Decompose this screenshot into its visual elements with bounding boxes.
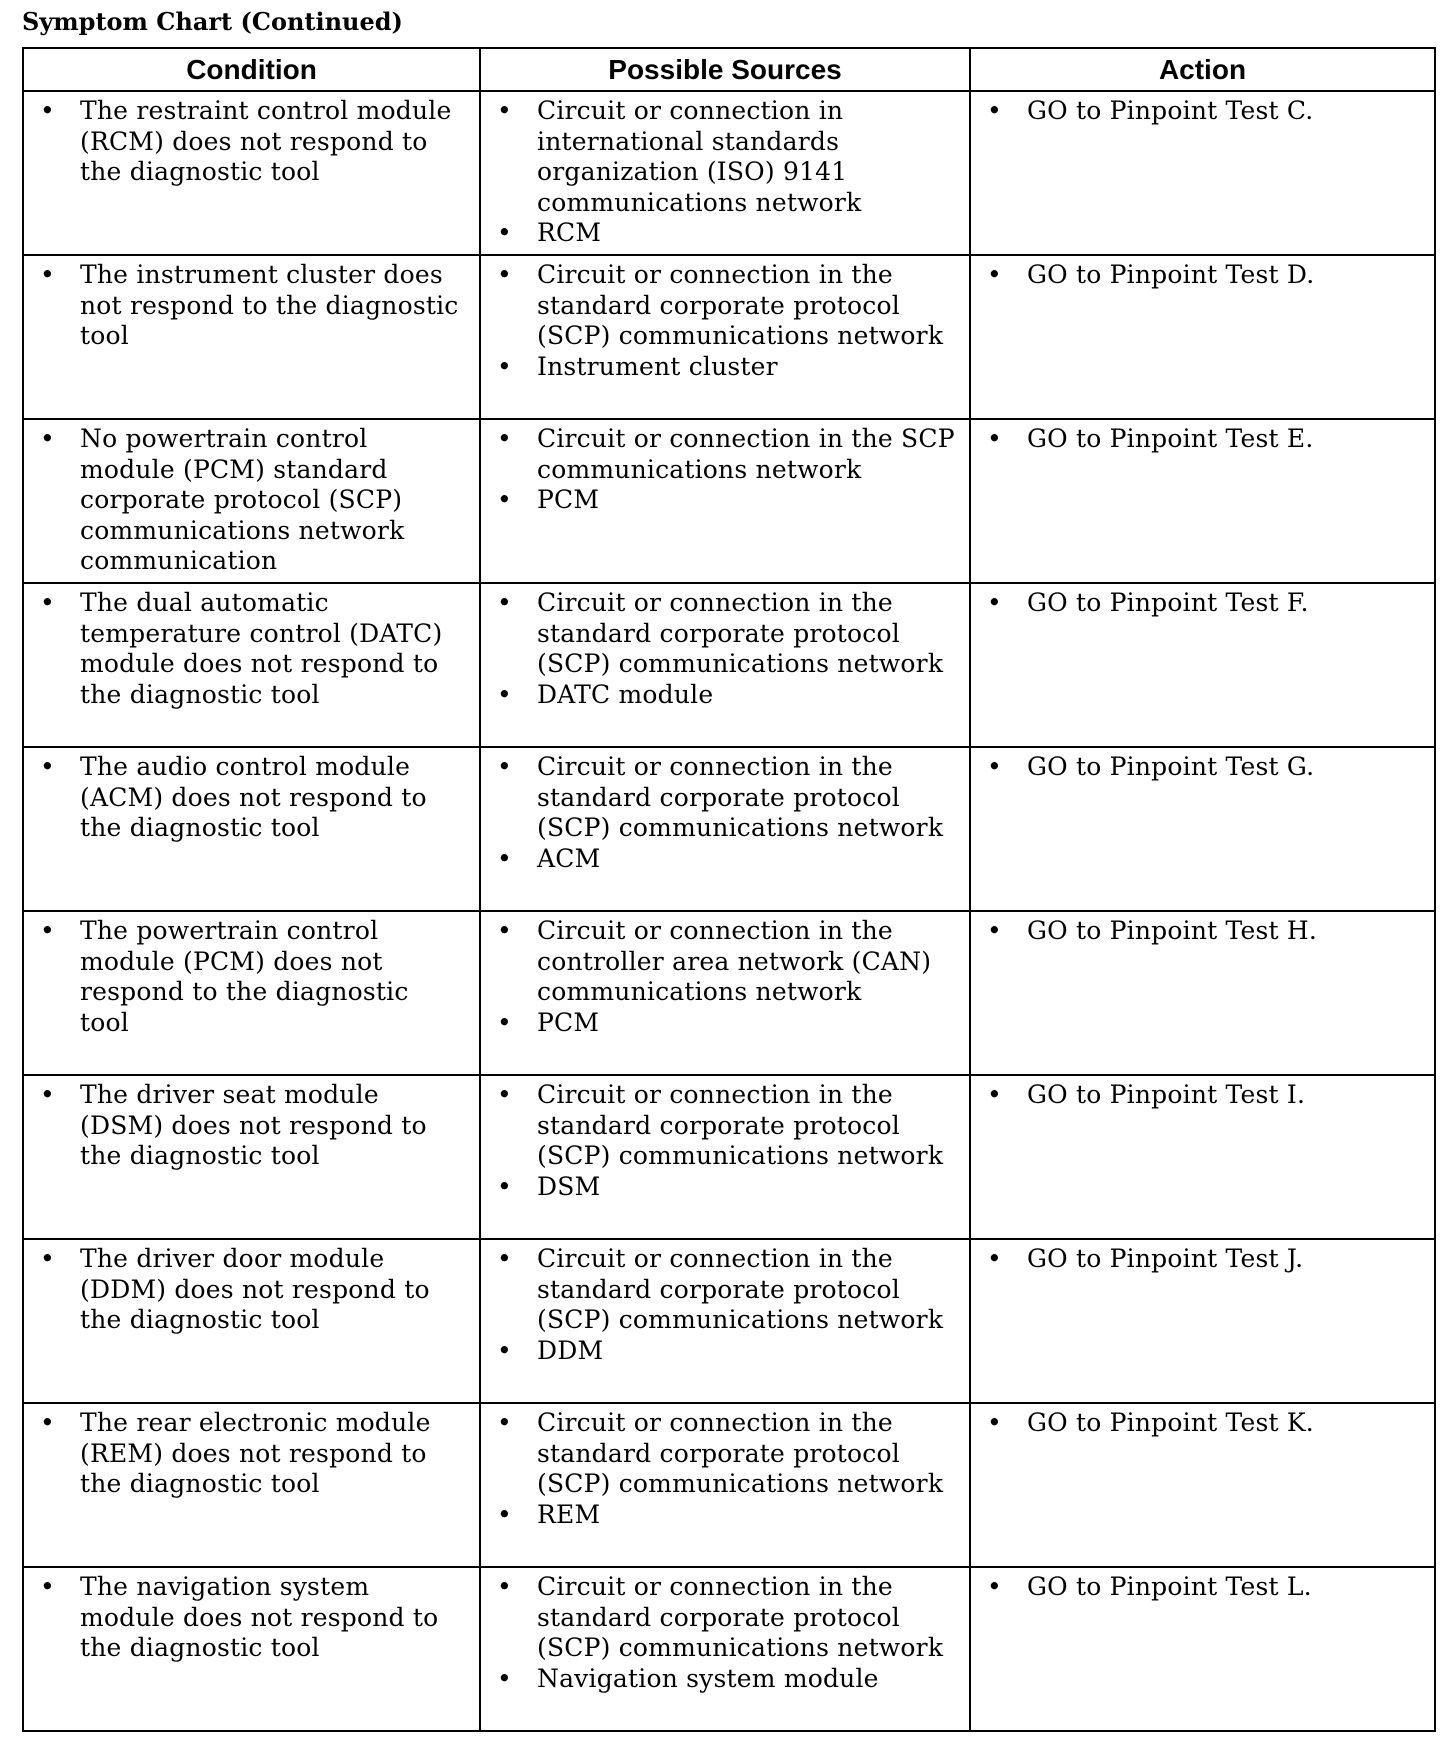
action-cell <box>970 1567 1435 1731</box>
action-cell <box>970 911 1435 1075</box>
action-cell <box>970 747 1435 911</box>
table-row <box>23 583 1435 747</box>
source-item: • Navigation system module <box>495 1664 955 1695</box>
condition-cell <box>23 91 480 255</box>
sources-cell <box>480 583 970 747</box>
column-header-possible-sources: Possible Sources <box>480 48 970 91</box>
source-item: • DDM <box>495 1336 955 1367</box>
action-cell <box>970 1403 1435 1567</box>
table-row <box>23 1567 1435 1731</box>
table-row <box>23 1239 1435 1403</box>
table-row <box>23 255 1435 419</box>
sources-cell <box>480 1239 970 1403</box>
action-text: • GO to Pinpoint Test I. <box>985 1080 1420 1111</box>
symptom-table <box>22 47 1436 1732</box>
action-cell <box>970 255 1435 419</box>
table-body <box>23 91 1435 1731</box>
condition-cell <box>23 911 480 1075</box>
condition-cell <box>23 1075 480 1239</box>
table-row <box>23 911 1435 1075</box>
action-text: • GO to Pinpoint Test K. <box>985 1408 1420 1439</box>
action-text: • GO to Pinpoint Test L. <box>985 1572 1420 1603</box>
source-item: • Circuit or connection in the standard corporate protocol (SCP) communications network <box>495 588 955 680</box>
condition-text: • The driver seat module (DSM) does not respond to the diagnostic tool <box>38 1080 465 1172</box>
condition-cell <box>23 1239 480 1403</box>
source-item: • Circuit or connection in the standard corporate protocol (SCP) communications network <box>495 1080 955 1172</box>
action-text: • GO to Pinpoint Test E. <box>985 424 1420 455</box>
action-cell <box>970 91 1435 255</box>
action-cell <box>970 419 1435 583</box>
source-item: • Circuit or connection in the SCP communications network <box>495 424 955 485</box>
source-item: • RCM <box>495 218 955 249</box>
sources-cell <box>480 747 970 911</box>
table-row <box>23 1075 1435 1239</box>
condition-text: • The navigation system module does not respond to the diagnostic tool <box>38 1572 465 1664</box>
action-text: • GO to Pinpoint Test F. <box>985 588 1420 619</box>
table-row <box>23 91 1435 255</box>
sources-cell <box>480 1075 970 1239</box>
action-text: • GO to Pinpoint Test H. <box>985 916 1420 947</box>
condition-text: • No powertrain control module (PCM) standard corporate protocol (SCP) communications network communication <box>38 424 465 577</box>
sources-cell <box>480 419 970 583</box>
condition-cell <box>23 583 480 747</box>
source-item: • Circuit or connection in the standard corporate protocol (SCP) communications network <box>495 1572 955 1664</box>
column-header-condition: Condition <box>23 48 480 91</box>
condition-text: • The rear electronic module (REM) does not respond to the diagnostic tool <box>38 1408 465 1500</box>
action-cell <box>970 1075 1435 1239</box>
action-text: • GO to Pinpoint Test C. <box>985 96 1420 127</box>
sources-cell <box>480 255 970 419</box>
source-item: • PCM <box>495 1008 955 1039</box>
page-title: Symptom Chart (Continued) <box>22 7 403 36</box>
table-row <box>23 1403 1435 1567</box>
action-text: • GO to Pinpoint Test J. <box>985 1244 1420 1275</box>
source-item: • Circuit or connection in the standard corporate protocol (SCP) communications network <box>495 1408 955 1500</box>
source-item: • Circuit or connection in the controller area network (CAN) communications network <box>495 916 955 1008</box>
condition-text: • The dual automatic temperature control (DATC) module does not respond to the diagnostic tool <box>38 588 465 710</box>
source-item: • Circuit or connection in international standards organization (ISO) 9141 communications network <box>495 96 955 218</box>
action-text: • GO to Pinpoint Test D. <box>985 260 1420 291</box>
condition-cell <box>23 419 480 583</box>
source-item: • Circuit or connection in the standard corporate protocol (SCP) communications network <box>495 752 955 844</box>
source-item: • Circuit or connection in the standard corporate protocol (SCP) communications network <box>495 260 955 352</box>
condition-text: • The instrument cluster does not respond to the diagnostic tool <box>38 260 465 352</box>
condition-text: • The powertrain control module (PCM) does not respond to the diagnostic tool <box>38 916 465 1038</box>
condition-cell <box>23 255 480 419</box>
action-text: • GO to Pinpoint Test G. <box>985 752 1420 783</box>
sources-cell <box>480 1567 970 1731</box>
condition-text: • The driver door module (DDM) does not respond to the diagnostic tool <box>38 1244 465 1336</box>
source-item: • REM <box>495 1500 955 1531</box>
table-row <box>23 747 1435 911</box>
condition-text: • The restraint control module (RCM) does not respond to the diagnostic tool <box>38 96 465 188</box>
source-item: • ACM <box>495 844 955 875</box>
condition-cell <box>23 747 480 911</box>
source-item: • Instrument cluster <box>495 352 955 383</box>
condition-text: • The audio control module (ACM) does not respond to the diagnostic tool <box>38 752 465 844</box>
condition-cell <box>23 1403 480 1567</box>
sources-cell <box>480 911 970 1075</box>
sources-cell <box>480 91 970 255</box>
condition-cell <box>23 1567 480 1731</box>
source-item: • PCM <box>495 485 955 516</box>
column-header-action: Action <box>970 48 1435 91</box>
source-item: • DSM <box>495 1172 955 1203</box>
table-row <box>23 419 1435 583</box>
source-item: • DATC module <box>495 680 955 711</box>
source-item: • Circuit or connection in the standard corporate protocol (SCP) communications network <box>495 1244 955 1336</box>
action-cell <box>970 1239 1435 1403</box>
sources-cell <box>480 1403 970 1567</box>
table-header-row <box>23 48 1435 91</box>
action-cell <box>970 583 1435 747</box>
